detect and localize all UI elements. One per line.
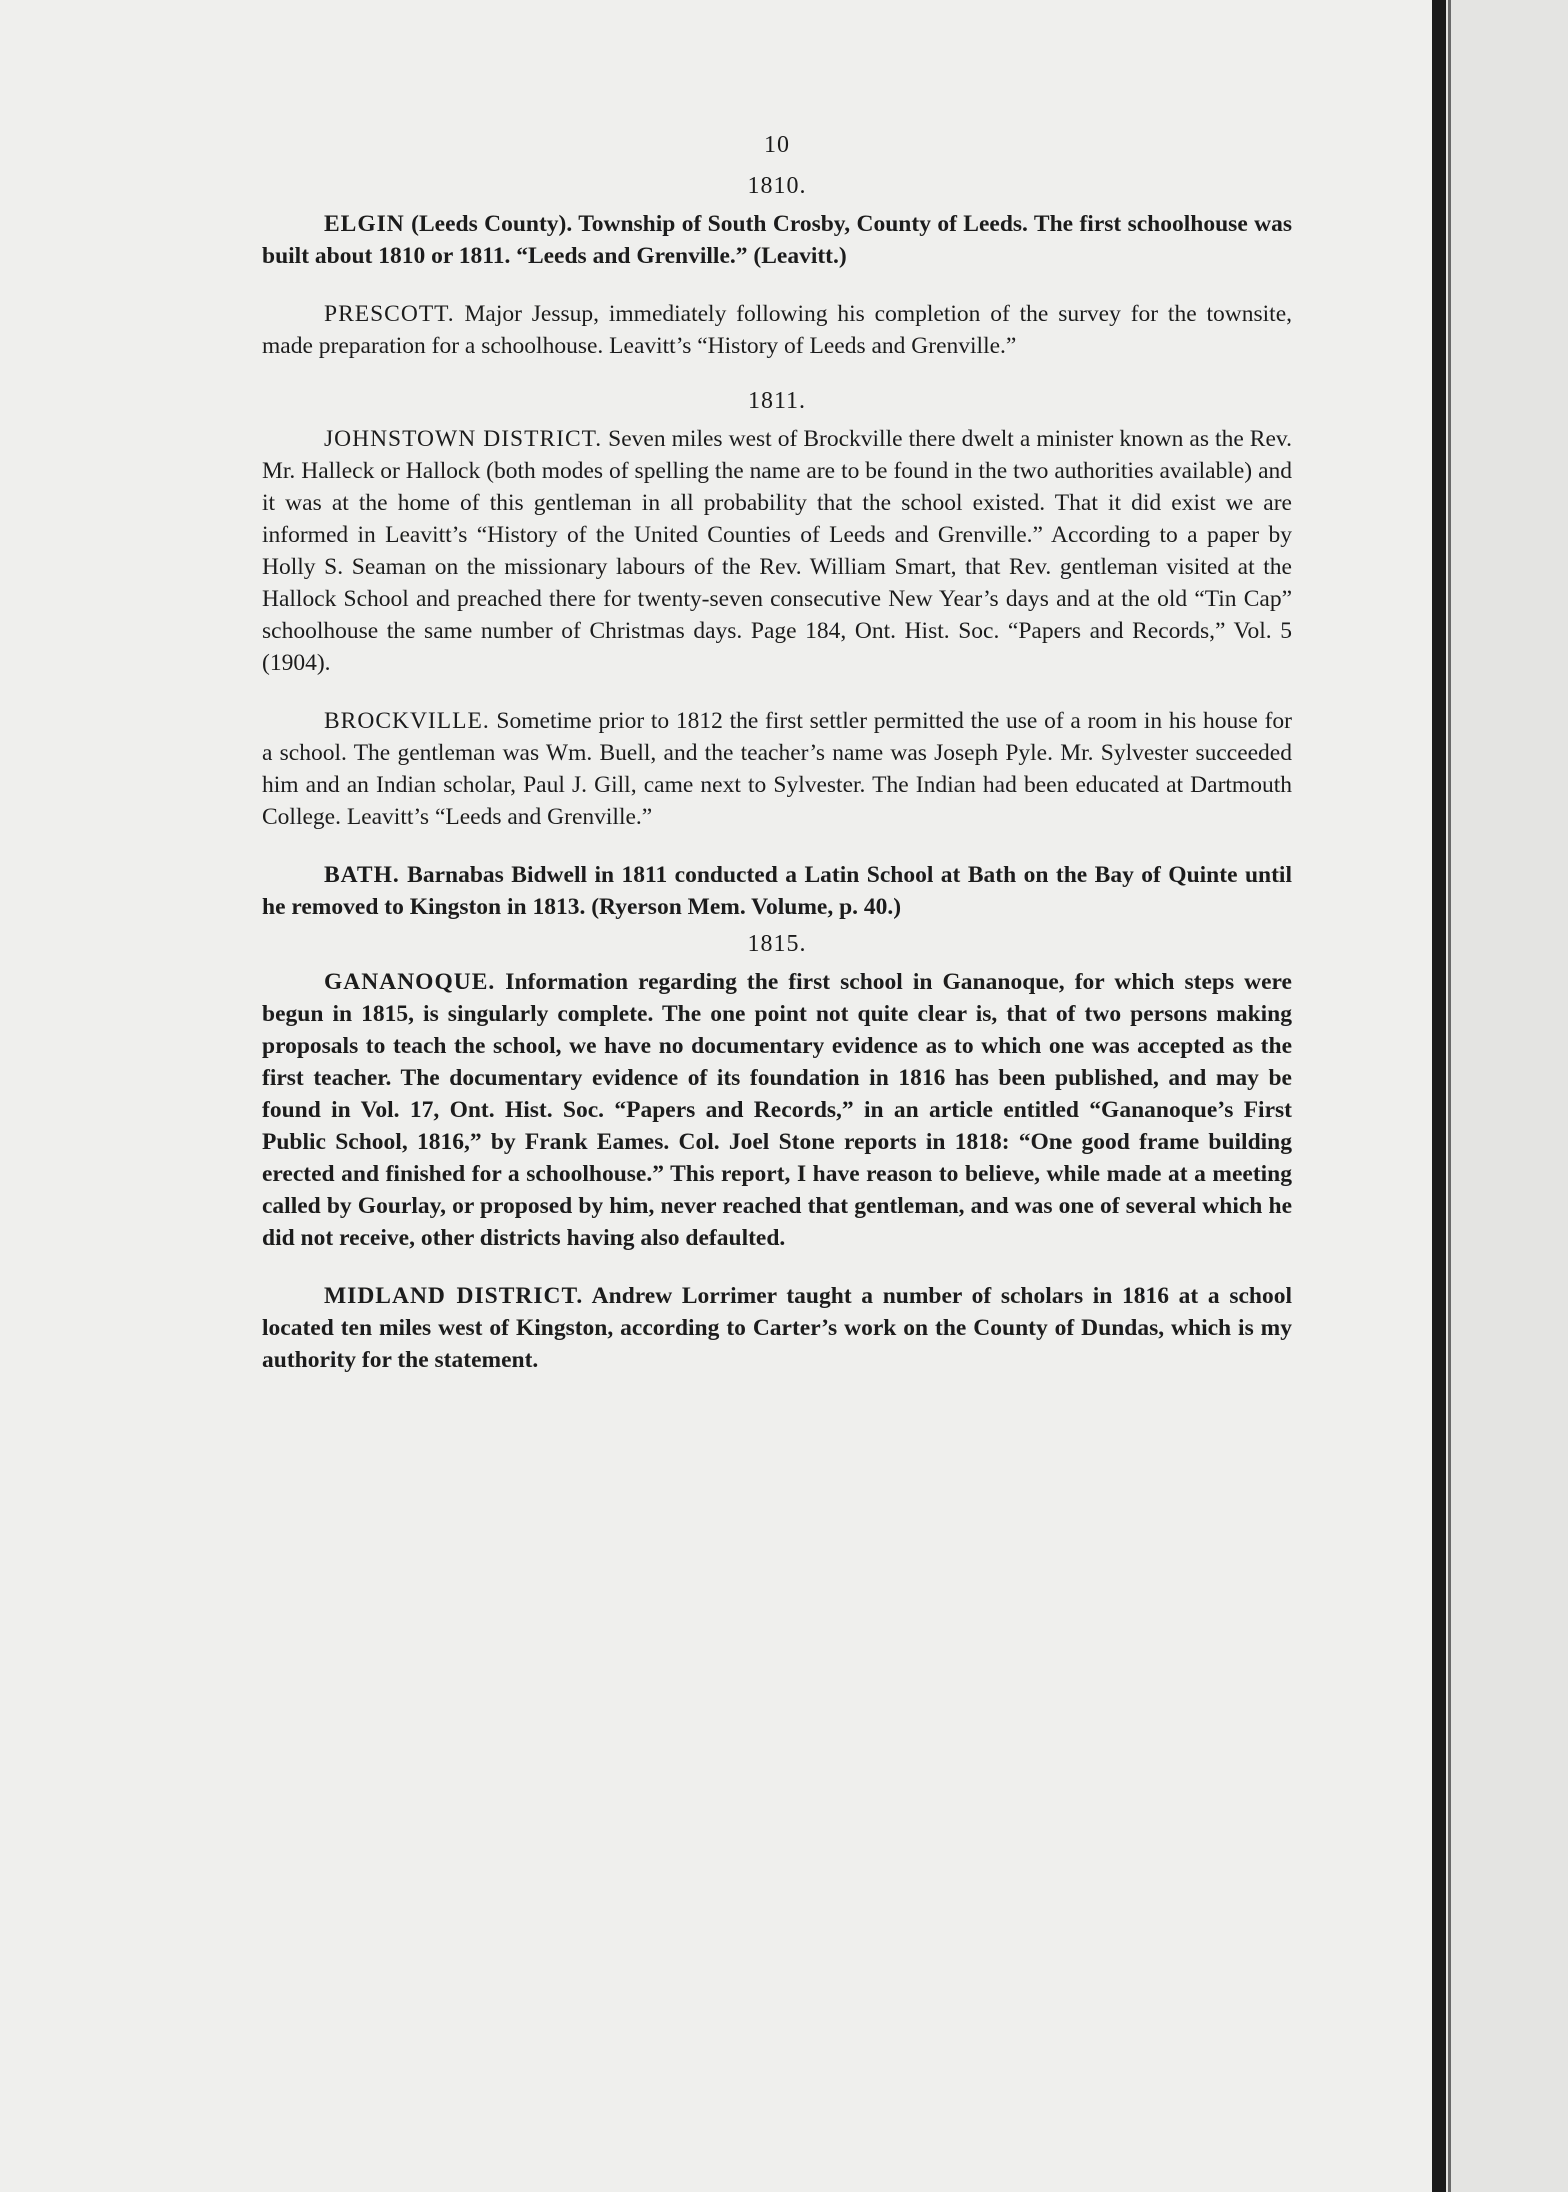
entry-text: Major Jessup, immediately following his completion of the survey for the townsite, made preparation for a schoolhouse. Leavitt’s “History of Leeds and Grenville.”: [262, 301, 1292, 359]
page-content: [262, 132, 1292, 1402]
entry-heading: JOHNSTOWN DISTRICT.: [324, 426, 603, 452]
adjacent-page: [1446, 0, 1568, 2192]
entry-text: Andrew Lorrimer taught a number of scholars in 1816 at a school located ten miles west of Kingston, according to Carter’s work on the County of Dundas, which is my authority for the statement.: [262, 1283, 1293, 1373]
entry-bath: [262, 859, 1292, 923]
entry-text: Barnabas Bidwell in 1811 conducted a Latin School at Bath on the Bay of Quinte until he removed to Kingston in 1813. (Ryerson Mem. Volume, p. 40.): [262, 862, 1292, 920]
entry-midland-district: [262, 1280, 1292, 1376]
entry-brockville: [262, 705, 1292, 833]
year-heading-1815: 1815.: [747, 931, 807, 957]
year-heading-1811: 1811.: [747, 388, 807, 414]
entry-heading: PRESCOTT.: [324, 301, 455, 327]
entry-heading: ELGIN: [324, 211, 405, 237]
entry-gananoque: [262, 966, 1292, 1254]
adjacent-page-edge: [1448, 0, 1451, 2192]
entry-heading: BATH.: [324, 862, 400, 888]
entry-text: Sometime prior to 1812 the first settler permitted the use of a room in his house for a school. The gentleman was Wm. Buell, and the teacher’s name was Joseph Pyle. Mr. Sylvester succeeded him and an Indian scholar, Paul J. Gill, came next to Sylvester. The Indian had been educated at Dartmouth College. Leavitt’s “Leeds and Grenville.”: [262, 708, 1292, 830]
entry-heading: BROCKVILLE.: [324, 708, 490, 734]
entry-text: Information regarding the first school in Gananoque, for which steps were begun in 1815, is singularly complete. The one point not quite clear is, that of two persons making proposals to teach the school, we have no documentary evidence as to which one was accepted as the first teacher. The documentary evidence of its foundation in 1816 has been published, and may be found in Vol. 17, Ont. Hist. Soc. “Papers and Records,” in an article entitled “Gananoque’s First Public School, 1816,” by Frank Eames. Col. Joel Stone reports in 1818: “One good frame building erected and finished for a schoolhouse.” This report, I have reason to believe, while made at a meeting called by Gourlay, or proposed by him, never reached that gentleman, and was one of several which he did not receive, other districts having also defaulted.: [262, 969, 1292, 1251]
page-number: 10: [764, 132, 790, 158]
entry-elgin: [262, 208, 1292, 272]
entry-prescott: [262, 298, 1292, 362]
entry-heading: MIDLAND DISTRICT.: [324, 1283, 584, 1309]
page-gutter: [1432, 0, 1446, 2192]
entry-text: Seven miles west of Brockville there dwelt a minister known as the Rev. Mr. Halleck or Hallock (both modes of spelling the name are to be found in the two authorities available) and it was at the home of this gentleman in all probability that the school existed. That it did exist we are informed in Leavitt’s “History of the United Counties of Leeds and Grenville.” According to a paper by Holly S. Seaman on the missionary labours of the Rev. William Smart, that Rev. gentleman visited at the Hallock School and preached there for twenty-seven consecutive New Year’s days and at the old “Tin Cap” schoolhouse the same number of Christmas days. Page 184, Ont. Hist. Soc. “Papers and Records,” Vol. 5 (1904).: [262, 426, 1292, 676]
year-heading-1810: 1810.: [747, 173, 807, 199]
entry-text: (Leeds County). Township of South Crosby, County of Leeds. The first schoolhouse was built about 1810 or 1811. “Leeds and Grenville.” (Leavitt.): [262, 211, 1292, 269]
entry-johnstown-district: [262, 423, 1292, 679]
entry-heading: GANANOQUE.: [324, 969, 496, 995]
